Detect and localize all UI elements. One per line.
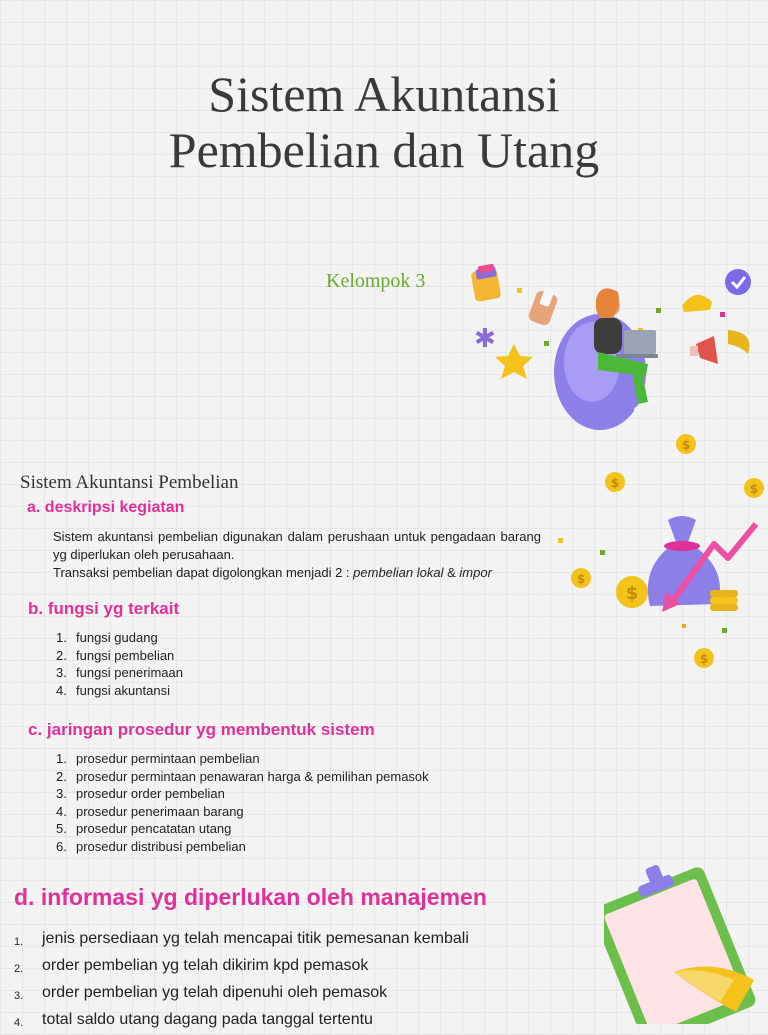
prosedur-list [56, 750, 429, 855]
svg-text:$: $ [610, 476, 620, 490]
list-item: 2. order pembelian yg telah dikirim kpd pemasok [14, 957, 369, 975]
heading-informasi-manajemen: d. informasi yg diperlukan oleh manajemen [14, 884, 487, 910]
svg-text:$: $ [749, 482, 759, 496]
megaphone-icon [690, 336, 718, 364]
description-line-2: Transaksi pembelian dapat digolongkan menjadi 2 : pembelian lokal & impor [53, 565, 492, 580]
wallet-icon [471, 264, 502, 302]
list-item: 1. fungsi gudang [56, 630, 158, 645]
list-item: 1. prosedur permintaan pembelian [56, 751, 260, 766]
group-label: Kelompok 3 [326, 270, 426, 292]
list-item: 2. fungsi pembelian [56, 647, 175, 663]
money-bag-icon [556, 466, 768, 672]
svg-text:$: $ [699, 652, 709, 666]
list-item: 4. fungsi akuntansi [56, 682, 170, 698]
heading-deskripsi-kegiatan: a. deskripsi kegiatan [27, 499, 185, 516]
star-icon [495, 344, 533, 379]
title-line-2: Pembelian dan Utang [168, 122, 600, 178]
list-item: 6. prosedur distribusi pembelian [56, 838, 246, 854]
page-title [0, 66, 768, 178]
svg-text:$: $ [576, 572, 586, 586]
svg-text:✱: ✱ [474, 324, 496, 354]
list-item: 4. total saldo utang dagang pada tanggal tertentu [14, 1011, 373, 1029]
fungsi-list [56, 629, 183, 699]
woman-laptop-illustration [470, 262, 760, 462]
description-paragraph [53, 528, 541, 582]
heading-fungsi-terkait: b. fungsi yg terkait [28, 599, 180, 618]
list-item: 5. prosedur pencatatan utang [56, 821, 232, 836]
list-item: 3. prosedur order pembelian [56, 786, 225, 801]
heading-jaringan-prosedur: c. jaringan prosedur yg membentuk sistem [28, 720, 375, 739]
section-title: Sistem Akuntansi Pembelian [20, 472, 239, 493]
svg-text:$: $ [681, 438, 691, 452]
list-item: 3. fungsi penerimaan [56, 665, 183, 680]
list-item: 2. prosedur permintaan penawaran harga & pemilihan pemasok [56, 768, 429, 784]
description-line-1: Sistem akuntansi pembelian digunakan dalam perushaan untuk pengadaan barang yg diperlukan oleh perusahaan. [53, 529, 541, 562]
title-line-1: Sistem Akuntansi [208, 66, 560, 122]
list-item: 4. prosedur penerimaan barang [56, 803, 244, 819]
svg-text:$: $ [625, 583, 639, 604]
informasi-list [14, 927, 469, 1035]
checkmark-badge-icon [725, 269, 751, 295]
list-item: 3. order pembelian yg telah dipenuhi oleh pemasok [14, 984, 388, 1002]
clipboard-icon [604, 862, 768, 1024]
dollar-coin-icon [605, 472, 625, 492]
list-item: 1. jenis persediaan yg telah mencapai titik pemesanan kembali [14, 930, 469, 948]
